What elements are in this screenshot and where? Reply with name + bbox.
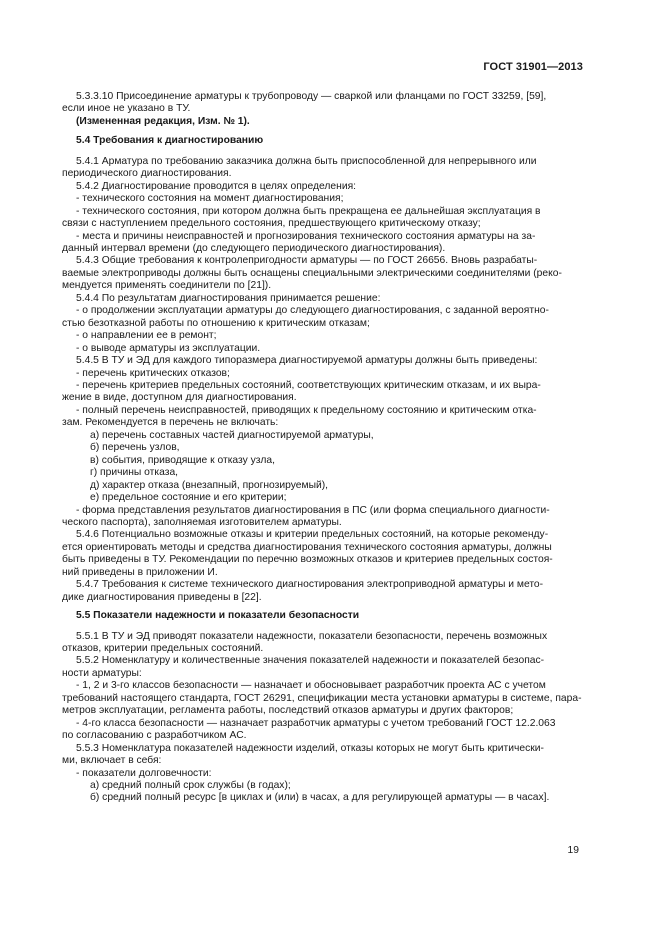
paragraph-line: жение в виде, доступном для диагностирования. [62, 392, 297, 404]
paragraph-line: зам. Рекомендуется в перечень не включать: [62, 417, 279, 429]
paragraph-line: 5.5.1 В ТУ и ЭД приводят показатели надежности, показатели безопасности, перечень возможных [76, 630, 548, 642]
paragraph-line: периодического диагностирования. [62, 168, 232, 180]
paragraph-line: ми, включает в себя: [62, 755, 162, 767]
paragraph-line: ческого паспорта), заполняемая изготовителем арматуры. [62, 516, 342, 528]
standard-designation: ГОСТ 31901—2013 [483, 61, 583, 73]
list-item-line: г) причины отказа, [90, 467, 179, 479]
paragraph-line: отказов, критерии предельных состояний. [62, 643, 264, 655]
paragraph-line: дике диагностирования приведены в [22]. [62, 591, 262, 603]
paragraph-line: требований настоящего стандарта, ГОСТ 26291, спецификации места установки арматуры в системе, пара- [62, 692, 582, 704]
list-item-line: е) предельное состояние и его критерии; [90, 492, 287, 504]
paragraph-line: мендуется применять соединители по [21]). [62, 280, 272, 292]
document-body [62, 91, 584, 805]
section-heading-line: 5.4 Требования к диагностированию [76, 135, 264, 147]
paragraph-line: - перечень критических отказов; [76, 367, 230, 379]
paragraph-line: быть приведены в ТУ. Рекомендации по перечню возможных отказов и критериев предельных состоя- [62, 554, 553, 566]
paragraph-line: 5.4.4 По результатам диагностирования принимается решение: [76, 292, 381, 304]
paragraph-line: 5.4.1 Арматура по требованию заказчика должна быть приспособленной для непрерывного или [76, 155, 537, 167]
list-item-line: б) средний полный ресурс [в циклах и (или) в часах, а для регулирующей арматуры — в часах]. [90, 792, 550, 804]
paragraph-line: ется ориентировать методы и средства диагностирования технического состояния арматуры, должны [62, 541, 552, 553]
paragraph-line: 5.4.6 Потенциально возможные отказы и критерии предельных состояний, на которые рекоменду- [76, 529, 549, 541]
paragraph-line: 5.5.3 Номенклатура показателей надежности изделий, отказы которых не могут быть критически- [76, 742, 544, 754]
section-heading-line: 5.5 Показатели надежности и показатели безопасности [76, 610, 360, 622]
paragraph-line: связи с наступлением предельного состояния, предшествующего критическому отказу; [62, 218, 481, 230]
paragraph-line: стью безотказной работы по отношению к критическим отказам; [62, 317, 370, 329]
paragraph-line: 5.4.3 Общие требования к контролепригодности арматуры — по ГОСТ 26656. Вновь разрабаты- [76, 255, 538, 267]
paragraph-line: - форма представления результатов диагностирования в ПС (или форма специального диагности- [76, 504, 550, 516]
paragraph-line: - показатели долговечности: [76, 767, 212, 779]
paragraph-line: - о выводе арматуры из эксплуатации. [76, 342, 261, 354]
list-item-line: д) характер отказа (внезапный, прогнозируемый), [90, 479, 329, 491]
paragraph-line: 5.4.7 Требования к системе технического диагностирования электроприводной арматуры и мето- [76, 579, 544, 591]
paragraph-line: - полный перечень неисправностей, приводящих к предельному состоянию и критическим отка- [76, 404, 537, 416]
paragraph-line: - технического состояния на момент диагностирования; [76, 193, 344, 205]
paragraph-line: данный интервал времени (до следующего периодического диагностирования). [62, 242, 446, 254]
paragraph-line: 5.4.5 В ТУ и ЭД для каждого типоразмера диагностируемой арматуры должны быть приведены: [76, 355, 538, 367]
paragraph-line: если иное не указано в ТУ. [62, 103, 191, 115]
list-item-line: б) перечень узлов, [90, 442, 180, 454]
list-item-line: а) средний полный срок службы (в годах); [90, 780, 291, 792]
paragraph-line: ний приведены в приложении И. [62, 566, 218, 578]
paragraph-line: - места и причины неисправностей и прогнозирования технического состояния арматуры на за- [76, 230, 536, 242]
paragraph-line: - о продолжении эксплуатации арматуры до следующего диагностирования, с заданной вероятно- [76, 305, 549, 317]
paragraph-line: - 4-го класса безопасности — назначает разработчик арматуры с учетом требований ГОСТ 12.2.063 [76, 717, 556, 729]
paragraph-line: 5.3.3.10 Присоединение арматуры к трубопроводу — сваркой или фланцами по ГОСТ 33259, [59], [76, 91, 547, 102]
list-item-line: в) события, приводящие к отказу узла, [90, 454, 276, 466]
paragraph-line: - технического состояния, при котором должна быть прекращена ее дальнейшая эксплуатация в [76, 205, 541, 217]
list-item-line: а) перечень составных частей диагностируемой арматуры, [90, 429, 374, 441]
paragraph-line: 5.5.2 Номенклатуру и количественные значения показателей надежности и показателей безопас- [76, 655, 545, 667]
paragraph-line: по согласованию с разработчиком АС. [62, 730, 247, 742]
paragraph-line: - 1, 2 и 3-го классов безопасности — назначает и обосновывает разработчик проекта АС с учетом [76, 680, 546, 692]
paragraph-line: 5.4.2 Диагностирование проводится в целях определения: [76, 180, 357, 192]
amendment-note-line: (Измененная редакция, Изм. № 1). [76, 115, 250, 127]
paragraph-line: ваемые электроприводы должны быть оснащены специальными электрическими соединителями (реко- [62, 267, 562, 279]
page-number: 19 [567, 845, 579, 856]
paragraph-line: ности арматуры: [62, 667, 142, 679]
paragraph-line: метров эксплуатации, регламента работы, последствий отказов арматуры и других факторов; [62, 705, 514, 717]
paragraph-line: - перечень критериев предельных состояний, соответствующих критическим отказам, и их выра- [76, 379, 541, 391]
paragraph-line: - о направлении ее в ремонт; [76, 330, 217, 342]
